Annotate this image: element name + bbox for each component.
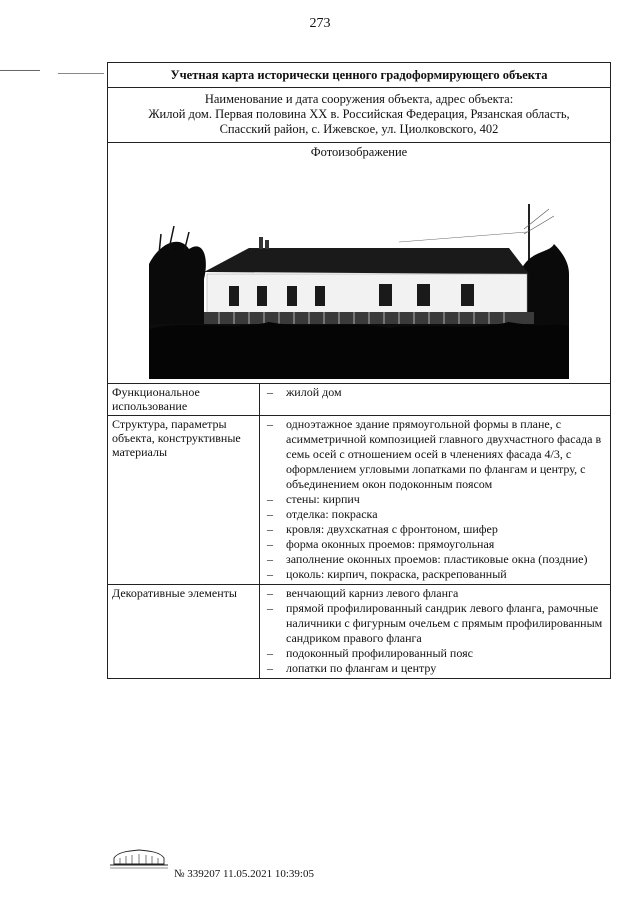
photo-label: Фотоизображение (310, 145, 408, 159)
row-values-decor (260, 585, 611, 679)
card-title: Учетная карта исторически ценного градоформирующего объекта (108, 63, 611, 88)
scan-artifact (0, 70, 40, 71)
list-item: – лопатки по флангам и центру (264, 661, 606, 676)
house-photo (149, 204, 569, 379)
document-registration-number: № 339207 11.05.2021 10:39:05 (174, 868, 314, 880)
page-number: 273 (309, 16, 331, 31)
object-name-cell (108, 88, 611, 143)
registration-card-table (107, 62, 611, 679)
list-item: – кровля: двухскатная с фронтоном, шифер (264, 522, 606, 537)
list-item: – цоколь: кирпич, покраска, раскрепованный (264, 567, 606, 582)
list-item: – подоконный профилированный пояс (264, 646, 606, 661)
object-name-line: Наименование и дата сооружения объекта, адрес объекта: (204, 92, 514, 106)
photo-cell (108, 143, 611, 384)
list-item: – отделка: покраска (264, 507, 606, 522)
scan-artifact (58, 73, 104, 74)
list-item: – прямой профилированный сандрик левого фланга, рамочные наличники с фигурным очельем с прямым профилированным сандриком правого фланга (264, 601, 606, 646)
object-name-line: Спасский район, с. Ижевское, ул. Циолковского, 402 (219, 122, 499, 136)
list-item: – одноэтажное здание прямоугольной формы в плане, с асимметричной композицией главного двухчастного фасада в семь осей с отношением осей в членениях фасада 4/3, с оформлением угловыми лопатками по флангам и центру, с объединением окон подоконным поясом (264, 417, 606, 492)
list-item: – форма оконных проемов: прямоугольная (264, 537, 606, 552)
government-emblem-icon (108, 848, 170, 870)
row-label-function: Функциональное использование (108, 384, 260, 416)
row-label-structure: Структура, параметры объекта, конструктивные материалы (108, 416, 260, 585)
row-values-function (260, 384, 611, 416)
object-name-line: Жилой дом. Первая половина XX в. Российская Федерация, Рязанская область, (148, 107, 570, 121)
list-item: – заполнение оконных проемов: пластиковые окна (поздние) (264, 552, 606, 567)
row-values-structure (260, 416, 611, 585)
list-item: – жилой дом (264, 385, 606, 400)
list-item: – венчающий карниз левого фланга (264, 586, 606, 601)
row-label-decor: Декоративные элементы (108, 585, 260, 679)
list-item: – стены: кирпич (264, 492, 606, 507)
